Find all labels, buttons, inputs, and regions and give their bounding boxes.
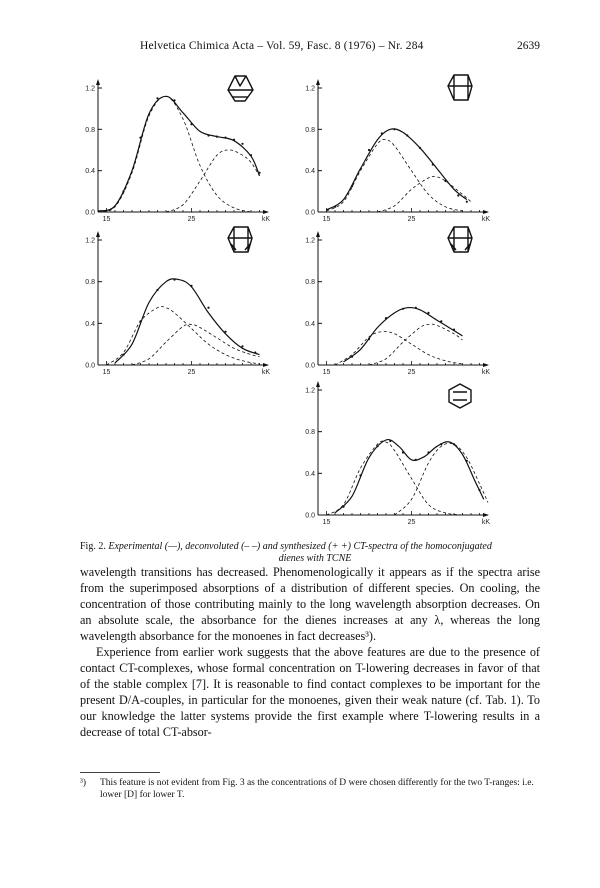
paragraph-1: wavelength transitions has decreased. Phenomenologically it appears as if the spectra arise from the superimposed absorptions of a distribution of different species. On cooling, the concentration of those contributing mainly to the long wavelength absorption decreases. On an absolute scale, the absorbance for the dienes increases at any λ, whereas the long wavelength absorbance for the monoenes in fact decreases³). bbox=[80, 565, 540, 643]
y-tick-label: 0.4 bbox=[85, 168, 95, 176]
data-point bbox=[258, 172, 260, 174]
x-axis-arrow bbox=[483, 210, 489, 214]
data-point bbox=[440, 443, 442, 445]
data-point bbox=[334, 206, 336, 208]
data-point bbox=[156, 289, 158, 291]
x-axis-arrow bbox=[263, 210, 269, 214]
data-point bbox=[216, 136, 218, 138]
x-tick-label: 15 bbox=[102, 216, 111, 223]
series-deconvoluted bbox=[369, 324, 463, 365]
data-point bbox=[233, 139, 235, 141]
caption-text: Experimental (—), deconvoluted (– –) and synthesized (+ +) CT-spectra of the homoconjugated bbox=[108, 541, 492, 552]
data-point bbox=[173, 99, 175, 101]
data-point bbox=[207, 134, 209, 136]
x-tick-label: 25 bbox=[407, 369, 416, 376]
y-tick-label: 1.2 bbox=[305, 85, 315, 93]
x-tick-label: kK bbox=[261, 369, 271, 376]
data-point bbox=[385, 317, 387, 319]
data-point bbox=[368, 338, 370, 340]
data-point bbox=[457, 194, 459, 196]
chart-panel-middle-right bbox=[305, 227, 490, 376]
data-point bbox=[393, 128, 395, 130]
y-tick-label: 0.8 bbox=[305, 429, 315, 437]
data-point bbox=[254, 351, 256, 353]
data-point bbox=[453, 329, 455, 331]
data-point bbox=[402, 308, 404, 310]
y-tick-label: 1.2 bbox=[85, 85, 95, 93]
footnote bbox=[80, 777, 550, 801]
data-point bbox=[241, 345, 243, 347]
data-point bbox=[156, 97, 158, 99]
data-point bbox=[453, 443, 455, 445]
data-point bbox=[444, 180, 446, 182]
x-axis-arrow bbox=[263, 363, 269, 367]
y-tick-label: 0.0 bbox=[305, 362, 315, 370]
series-deconvoluted bbox=[378, 176, 472, 212]
data-point bbox=[351, 185, 353, 187]
data-point bbox=[342, 506, 344, 508]
body-text bbox=[80, 564, 540, 740]
cyclohexadiene-icon bbox=[449, 384, 471, 408]
data-point bbox=[427, 312, 429, 314]
y-axis-arrow bbox=[96, 79, 100, 85]
data-point bbox=[207, 307, 209, 309]
figure-2 bbox=[0, 60, 600, 540]
y-tick-label: 0.4 bbox=[305, 168, 315, 176]
x-tick-label: 15 bbox=[102, 369, 111, 376]
chart-panel-middle-left bbox=[85, 227, 270, 376]
paragraph-2: Experience from earlier work suggests that the above features are due to the presence of contact CT-complexes, whose formal concentration on T-lowering decreases in favor of that of the stable complex [7]. It is reasonable to find contact complexes to be important for the present D/A-couples, in particular for the monoenes, given their weak nature (cf. Tab. 1). To our knowledge the latter systems provide the first example where T-lowering results in a decrease of total CT-absor- bbox=[80, 645, 540, 739]
x-tick-label: 25 bbox=[407, 216, 416, 223]
data-point bbox=[190, 285, 192, 287]
series-deconvoluted bbox=[327, 441, 463, 515]
data-point bbox=[122, 190, 124, 192]
chart-panel-top-right bbox=[305, 75, 490, 223]
norbornadiene-icon bbox=[228, 76, 253, 101]
running-header bbox=[140, 40, 540, 56]
y-tick-label: 0.0 bbox=[85, 209, 95, 217]
data-point bbox=[406, 134, 408, 136]
bicyclooctadiene-icon bbox=[228, 227, 252, 252]
caption-label: Fig. 2. bbox=[80, 541, 106, 552]
data-point bbox=[224, 137, 226, 139]
y-tick-label: 1.2 bbox=[305, 237, 315, 245]
footnote-mark: ³) bbox=[80, 778, 87, 788]
series-deconvoluted bbox=[107, 306, 260, 365]
data-point bbox=[351, 356, 353, 358]
data-point bbox=[139, 320, 141, 322]
data-point bbox=[440, 320, 442, 322]
y-tick-label: 0.0 bbox=[305, 512, 315, 520]
bicyclooctadiene-icon bbox=[448, 227, 472, 252]
caption-text-line2: dienes with TCNE bbox=[278, 553, 352, 564]
data-point bbox=[224, 331, 226, 333]
data-point bbox=[359, 474, 361, 476]
series-deconvoluted bbox=[335, 331, 463, 365]
x-tick-label: kK bbox=[481, 216, 491, 223]
journal-title: Helvetica Chimica Acta – Vol. 59, Fasc. 8 (1976) – Nr. 284 bbox=[140, 40, 424, 52]
chart-panel-top-left bbox=[85, 76, 270, 223]
x-tick-label: 25 bbox=[407, 519, 416, 526]
x-tick-label: kK bbox=[261, 216, 271, 223]
figure-caption bbox=[80, 541, 550, 565]
data-point bbox=[478, 489, 480, 491]
x-tick-label: kK bbox=[481, 369, 491, 376]
data-point bbox=[139, 137, 141, 139]
data-point bbox=[419, 147, 421, 149]
x-tick-label: 15 bbox=[322, 519, 331, 526]
y-axis-arrow bbox=[316, 231, 320, 237]
y-tick-label: 0.4 bbox=[85, 320, 95, 328]
data-point bbox=[190, 123, 192, 125]
y-tick-label: 1.2 bbox=[85, 237, 95, 245]
series-experimental bbox=[327, 129, 467, 210]
y-axis-arrow bbox=[316, 381, 320, 387]
x-axis-arrow bbox=[483, 513, 489, 517]
data-point bbox=[241, 143, 243, 145]
x-tick-label: kK bbox=[481, 519, 491, 526]
data-point bbox=[376, 445, 378, 447]
figure-svg bbox=[0, 60, 600, 540]
data-point bbox=[368, 149, 370, 151]
series-deconvoluted bbox=[98, 96, 251, 212]
data-point bbox=[466, 460, 468, 462]
data-point bbox=[122, 354, 124, 356]
data-point bbox=[173, 279, 175, 281]
data-point bbox=[250, 154, 252, 156]
y-tick-label: 0.4 bbox=[305, 470, 315, 478]
x-tick-label: 25 bbox=[187, 369, 196, 376]
chart-panel-bottom bbox=[305, 381, 490, 526]
y-axis-arrow bbox=[316, 79, 320, 85]
data-point bbox=[415, 307, 417, 309]
series-deconvoluted bbox=[166, 150, 260, 212]
x-tick-label: 15 bbox=[322, 216, 331, 223]
y-tick-label: 0.0 bbox=[85, 362, 95, 370]
x-tick-label: 25 bbox=[187, 216, 196, 223]
series-deconvoluted bbox=[132, 324, 260, 365]
y-tick-label: 0.8 bbox=[85, 279, 95, 287]
data-point bbox=[402, 451, 404, 453]
y-tick-label: 0.8 bbox=[85, 126, 95, 134]
y-tick-label: 0.8 bbox=[305, 126, 315, 134]
y-axis-arrow bbox=[96, 231, 100, 237]
x-axis-arrow bbox=[483, 363, 489, 367]
y-tick-label: 0.0 bbox=[305, 209, 315, 217]
series-experimental bbox=[98, 96, 260, 211]
data-point bbox=[466, 201, 468, 203]
series-experimental bbox=[335, 440, 484, 513]
bicyclooctene-icon bbox=[448, 75, 472, 100]
series-experimental bbox=[344, 308, 463, 362]
y-tick-label: 0.8 bbox=[305, 279, 315, 287]
data-point bbox=[415, 459, 417, 461]
y-tick-label: 0.4 bbox=[305, 320, 315, 328]
footnote-text: This feature is not evident from Fig. 3 as the concentrations of D were chosen differently for the two T-ranges: i.e. lower [D] for lower T. bbox=[100, 778, 534, 800]
footnote-rule bbox=[80, 772, 160, 773]
y-tick-label: 1.2 bbox=[305, 387, 315, 395]
data-point bbox=[427, 451, 429, 453]
x-tick-label: 15 bbox=[322, 369, 331, 376]
page-number: 2639 bbox=[517, 40, 540, 52]
data-point bbox=[389, 440, 391, 442]
data-point bbox=[381, 132, 383, 134]
data-point bbox=[432, 163, 434, 165]
